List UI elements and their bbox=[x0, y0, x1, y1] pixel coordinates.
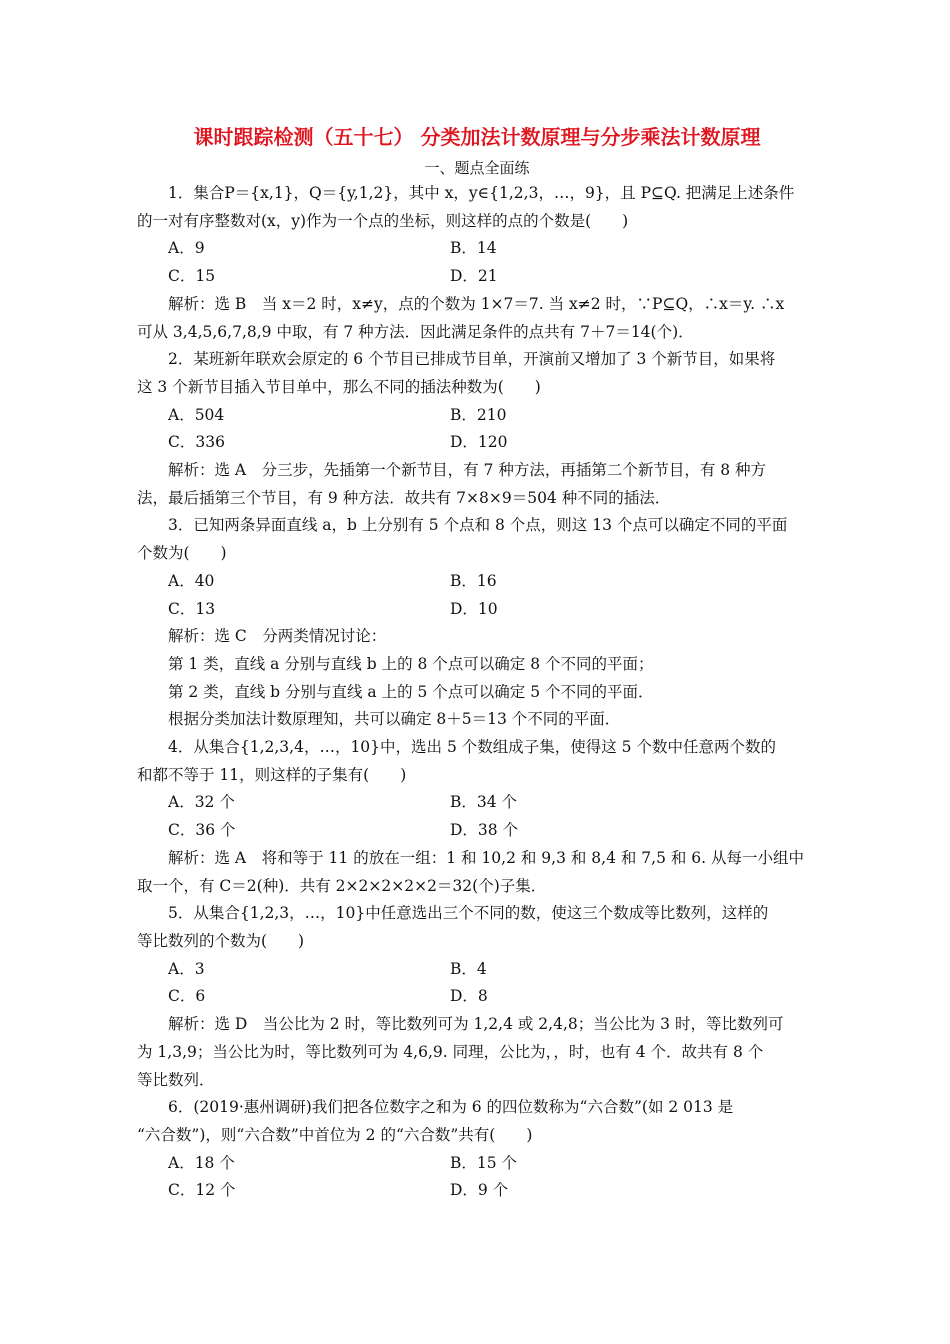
q1-option-b: B．14 bbox=[450, 239, 497, 258]
q5-answer-line1: 解析：选 D 当公比为 2 时，等比数列可为 1,2,4 或 2,4,8；当公比为 3 时，等比数列可 bbox=[168, 1015, 784, 1034]
q3-answer-line3: 第 2 类，直线 b 分别与直线 a 上的 5 个点可以确定 5 个不同的平面． bbox=[168, 682, 654, 701]
q1-option-c: C．15 bbox=[168, 267, 216, 286]
q2-option-b: B．210 bbox=[450, 405, 507, 424]
q1-options-row1 bbox=[137, 235, 817, 263]
q5-stem-line1: 5．从集合{1,2,3，…，10}中任意选出三个不同的数，使这三个数成等比数列，这样的 bbox=[168, 904, 769, 923]
q4-answer-line1: 解析：选 A 将和等于 11 的放在一组：1 和 10,2 和 9,3 和 8,4 和 7,5 和 6. 从每一小组中 bbox=[168, 848, 805, 867]
q1-answer-line1: 解析：选 B 当 x＝2 时，x≠y，点的个数为 1×7＝7. 当 x≠2 时，∵P⊆Q，∴x＝y. ∴x bbox=[168, 294, 785, 313]
q4-options-row1 bbox=[137, 789, 817, 817]
q5-option-d: D．8 bbox=[450, 987, 488, 1006]
q2-options-row2 bbox=[137, 429, 817, 457]
question-2 bbox=[137, 346, 817, 512]
q6-options-row2 bbox=[137, 1177, 817, 1205]
q6-option-c: C．12 个 bbox=[168, 1181, 236, 1200]
question-5 bbox=[137, 900, 817, 1094]
q2-stem-line2: 这 3 个新节目插入节目单中，那么不同的插法种数为( ) bbox=[137, 377, 541, 396]
q3-stem-line2: 个数为( ) bbox=[137, 544, 227, 563]
q4-option-a: A．32 个 bbox=[168, 793, 235, 812]
q2-stem-line1: 2．某班新年联欢会原定的 6 个节目已排成节目单，开演前又增加了 3 个新节目，如果将 bbox=[168, 350, 776, 369]
q6-stem-line2: “六合数”)，则“六合数”中首位为 2 的“六合数”共有( ) bbox=[137, 1125, 533, 1144]
q5-answer-line3: 等比数列． bbox=[137, 1070, 215, 1089]
q4-stem-line1: 4．从集合{1,2,3,4，…，10}中，选出 5 个数组成子集，使得这 5 个数中任意两个数的 bbox=[168, 738, 776, 757]
q3-answer-line1: 解析：选 C 分两类情况讨论： bbox=[168, 627, 387, 646]
q2-answer-line2: 法，最后插第三个节目，有 9 种方法．故共有 7×8×9＝504 种不同的插法． bbox=[137, 488, 671, 507]
q4-options-row2 bbox=[137, 817, 817, 845]
question-6 bbox=[137, 1094, 817, 1205]
q2-options-row1 bbox=[137, 402, 817, 430]
q3-stem-line1: 3．已知两条异面直线 a，b 上分别有 5 个点和 8 个点，则这 13 个点可以确定不同的平面 bbox=[168, 516, 788, 535]
q5-option-a: A．3 bbox=[168, 959, 205, 978]
q5-option-c: C．6 bbox=[168, 987, 206, 1006]
q4-option-c: C．36 个 bbox=[168, 821, 236, 840]
q3-answer-line4: 根据分类加法计数原理知，共可以确定 8＋5＝13 个不同的平面． bbox=[168, 710, 621, 729]
q2-option-d: D．120 bbox=[450, 433, 508, 452]
section-heading: 一、题点全面练 bbox=[424, 159, 530, 177]
question-4 bbox=[137, 734, 817, 900]
q2-option-a: A．504 bbox=[168, 405, 225, 424]
q3-option-d: D．10 bbox=[450, 599, 498, 618]
q6-option-d: D．9 个 bbox=[450, 1181, 509, 1200]
q6-option-b: B．15 个 bbox=[450, 1153, 518, 1172]
q2-option-c: C．336 bbox=[168, 433, 225, 452]
q1-stem-line1: 1．集合P＝{x,1}，Q＝{y,1,2}，其中 x，y∈{1,2,3，…，9}，且 P⊆Q. 把满足上述条件 bbox=[168, 184, 795, 202]
q5-option-b: B．4 bbox=[450, 959, 487, 978]
q3-options-row1 bbox=[137, 568, 817, 596]
content bbox=[137, 180, 817, 1205]
q4-answer-line2: 取一个，有 C＝2(种)．共有 2×2×2×2×2＝32(个)子集． bbox=[137, 876, 547, 895]
doc-title: 课时跟踪检测（五十七） 分类加法计数原理与分步乘法计数原理 bbox=[193, 125, 761, 149]
q4-option-b: B．34 个 bbox=[450, 793, 518, 812]
q1-stem-line2: 的一对有序整数对(x，y)作为一个点的坐标，则这样的点的个数是( ) bbox=[137, 211, 629, 230]
q4-stem-line2: 和都不等于 11，则这样的子集有( ) bbox=[137, 765, 407, 784]
q5-stem-line2: 等比数列的个数为( ) bbox=[137, 931, 305, 950]
q1-option-d: D．21 bbox=[450, 267, 498, 286]
q3-option-c: C．13 bbox=[168, 599, 216, 618]
q3-option-a: A．40 bbox=[168, 571, 215, 590]
q1-answer-line2: 可从 3,4,5,6,7,8,9 中取，有 7 种方法．因此满足条件的点共有 7＋7＝14(个)． bbox=[137, 322, 694, 341]
q6-stem-line1: 6．(2019·惠州调研)我们把各位数字之和为 6 的四位数称为“六合数”(如 2 013 是 bbox=[168, 1098, 734, 1117]
q6-options-row1 bbox=[137, 1150, 817, 1178]
q4-option-d: D．38 个 bbox=[450, 821, 519, 840]
q3-options-row2 bbox=[137, 596, 817, 624]
q3-option-b: B．16 bbox=[450, 571, 497, 590]
q1-options-row2 bbox=[137, 263, 817, 291]
q2-answer-line1: 解析：选 A 分三步，先插第一个新节目，有 7 种方法，再插第二个新节目，有 8 种方 bbox=[168, 461, 767, 480]
question-1 bbox=[137, 180, 817, 346]
question-3 bbox=[137, 512, 817, 734]
q1-option-a: A．9 bbox=[168, 239, 205, 258]
q3-answer-line2: 第 1 类，直线 a 分别与直线 b 上的 8 个点可以确定 8 个不同的平面； bbox=[168, 654, 654, 673]
q6-option-a: A．18 个 bbox=[168, 1153, 235, 1172]
q5-answer-line2: 为 1,3,9；当公比为时，等比数列可为 4,6,9. 同理，公比为，，时，也有 4 个．故共有 8 个 bbox=[137, 1042, 764, 1061]
q5-options-row2 bbox=[137, 983, 817, 1011]
q5-options-row1 bbox=[137, 956, 817, 984]
